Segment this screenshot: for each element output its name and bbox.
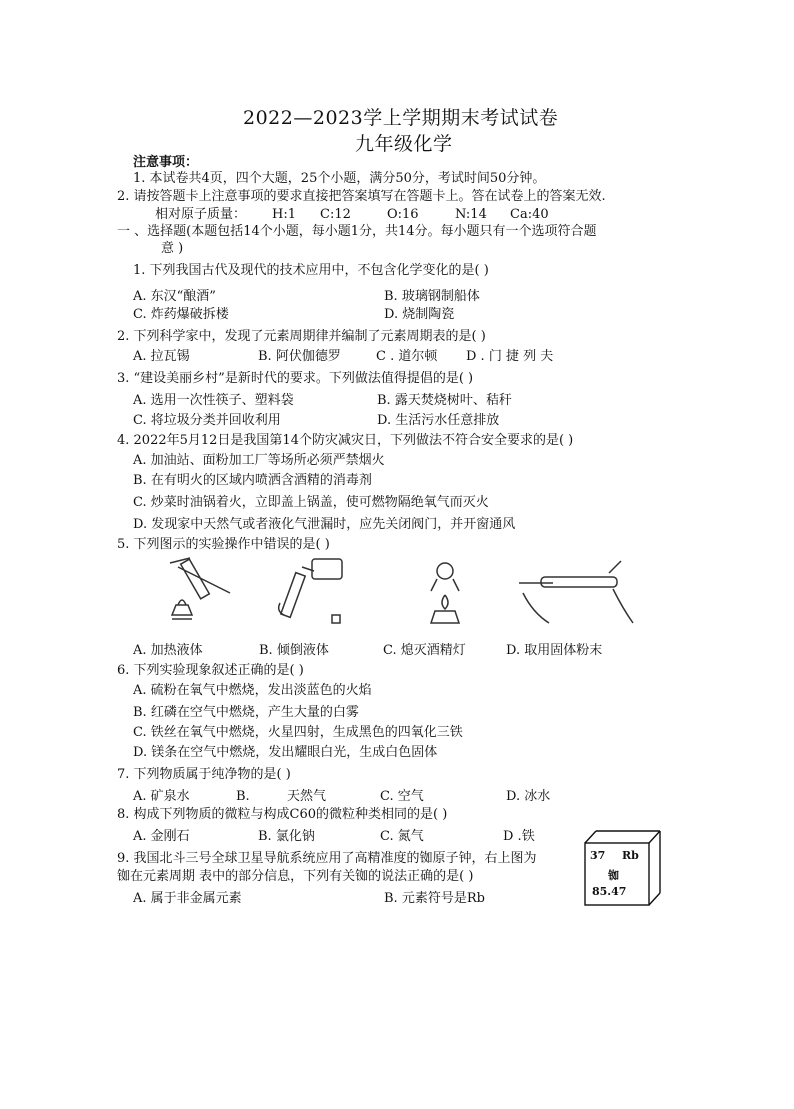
question-2-option-a: A. 拉瓦锡: [133, 349, 190, 364]
question-8-option-a: A. 金刚石: [133, 829, 190, 844]
question-6-option-d: D. 镁条在空气中燃烧，发出耀眼白光，生成白色固体: [133, 745, 438, 760]
question-5-option-d: D. 取用固体粉末: [506, 643, 603, 658]
question-4-option-d: D. 发现家中天然气或者液化气泄漏时，应先关闭阀门，并开窗通风: [133, 517, 516, 532]
question-5-option-a: A. 加热液体: [133, 643, 203, 658]
heating-liquid-figure: [160, 553, 240, 628]
question-8-option-d: D .铁: [503, 829, 535, 844]
question-1-option-a: A. 东汉“酿酒”: [133, 289, 216, 304]
question-2-option-d: D . 门 捷 列 夫: [466, 349, 554, 364]
atomic-mass-o: O:16: [387, 207, 419, 222]
question-3-option-b: B. 露天焚烧树叶、秸秆: [377, 393, 512, 408]
question-2-option-c: C . 道尔顿: [376, 349, 438, 364]
question-7-option-b-text: 天然气: [287, 789, 327, 804]
question-9-stem: 9. 我国北斗三号全球卫星导航系统应用了高精准度的铷原子钟，右上图为: [117, 851, 537, 866]
notice-heading: 注意事项：: [133, 155, 199, 170]
question-1-option-b: B. 玻璃钢制船体: [384, 289, 480, 304]
question-5-option-b: B. 倾倒液体: [259, 643, 329, 658]
question-7-option-a: A. 矿泉水: [133, 789, 190, 804]
question-5-option-c: C. 熄灭酒精灯: [383, 643, 466, 658]
question-3-stem: 3. “建设美丽乡村”是新时代的要求。下列做法值得提倡的是( ): [117, 371, 474, 386]
notice-item-2: 2. 请按答题卡上注意事项的要求直接把答案填写在答题卡上。答在试卷上的答案无效.: [117, 189, 606, 204]
atomic-mass-h: H:1: [272, 207, 296, 222]
question-2-option-b: B. 阿伏伽德罗: [258, 349, 341, 364]
question-1-stem: 1. 下列我国古代及现代的技术应用中，不包含化学变化的是( ): [133, 263, 489, 278]
question-9-stem-cont: 铷在元素周期 表中的部分信息，下列有关铷的说法正确的是( ): [117, 869, 474, 884]
question-4-option-c: C. 炒菜时油锅着火，立即盖上锅盖，使可燃物隔绝氧气而灭火: [133, 495, 489, 510]
question-4-option-b: B. 在有明火的区域内喷洒含酒精的消毒剂: [133, 473, 372, 488]
question-5-stem: 5. 下列图示的实验操作中错误的是( ): [117, 537, 330, 552]
element-atomic-mass: 85.47: [592, 885, 627, 898]
pouring-liquid-figure: [262, 553, 352, 628]
question-3-option-a: A. 选用一次性筷子、塑料袋: [133, 393, 294, 408]
element-symbol: Rb: [622, 849, 639, 862]
question-6-option-c: C. 铁丝在氧气中燃烧，火星四射，生成黑色的四氧化三铁: [133, 725, 463, 740]
question-8-option-b: B. 氯化钠: [258, 829, 315, 844]
section-heading-cont: 意 ): [161, 241, 184, 256]
element-atomic-number: 37: [590, 849, 606, 862]
atomic-mass-c: C:12: [320, 207, 351, 222]
question-6-stem: 6. 下列实验现象叙述正确的是( ): [117, 663, 304, 678]
question-1-option-c: C. 炸药爆破拆楼: [133, 307, 229, 322]
rubidium-element-card: [584, 835, 650, 905]
notice-item-1: 1. 本试卷共4页，四个大题，25个小题，满分50分，考试时间50分钟。: [133, 171, 546, 186]
atomic-mass-ca: Ca:40: [510, 207, 549, 222]
question-4-stem: 4. 2022年5月12日是我国第14个防灾减灾日，下列做法不符合安全要求的是( ): [117, 433, 574, 448]
question-9-option-b: B. 元素符号是Rb: [384, 891, 485, 906]
solid-powder-figure: [513, 553, 643, 638]
question-7-option-d: D. 冰水: [506, 789, 551, 804]
atomic-mass-label: 相对原子质量：: [155, 207, 247, 222]
extinguish-lamp-figure: [415, 553, 475, 633]
question-1-option-d: D. 烧制陶瓷: [384, 307, 455, 322]
question-2-stem: 2. 下列科学家中，发现了元素周期律并编制了元素周期表的是( ): [117, 329, 486, 344]
section-heading: 一 、选择题(本题包括14个小题，每小题1分，共14分。每小题只有一个选项符合题: [117, 224, 597, 239]
question-7-option-c: C. 空气: [380, 789, 424, 804]
question-3-option-d: D. 生活污水任意排放: [377, 413, 500, 428]
element-name: 铷: [608, 869, 619, 882]
question-9-option-a: A. 属于非金属元素: [133, 891, 242, 906]
question-6-option-a: A. 硫粉在氧气中燃烧，发出淡蓝色的火焰: [133, 683, 372, 698]
question-8-option-c: C. 氮气: [380, 829, 424, 844]
question-7-stem: 7. 下列物质属于纯净物的是( ): [117, 767, 291, 782]
question-6-option-b: B. 红磷在空气中燃烧，产生大量的白雾: [133, 705, 359, 720]
atomic-mass-n: N:14: [455, 207, 487, 222]
question-4-option-a: A. 加油站、面粉加工厂等场所必须严禁烟火: [133, 453, 385, 468]
question-8-stem: 8. 构成下列物质的微粒与构成C60的微粒种类相同的是( ): [117, 807, 448, 822]
page-subtitle: 九年级化学: [355, 133, 453, 155]
page-title: 2022—2023学上学期期末考试试卷: [243, 107, 559, 129]
question-7-option-b: B.: [236, 789, 250, 804]
question-3-option-c: C. 将垃圾分类并回收利用: [133, 413, 281, 428]
